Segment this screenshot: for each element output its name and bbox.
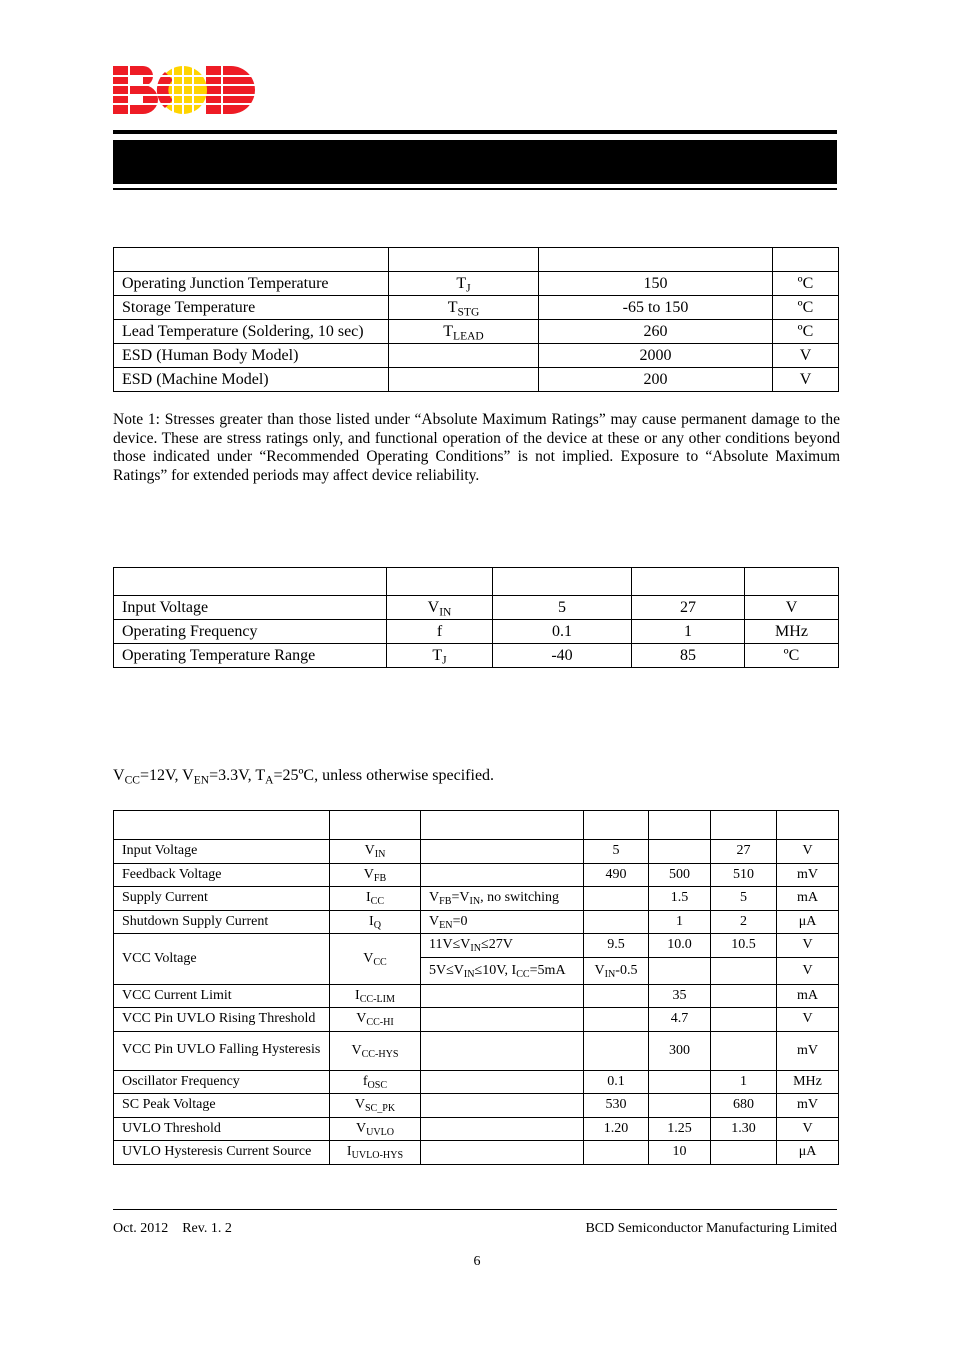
table-row: Shutdown Supply Current $I_Q$ $V_{EN}=0$ 1 2 μA (114, 910, 839, 934)
param-cell: Lead Temperature (Soldering, 10 sec) (114, 320, 389, 344)
table-row: Feedback Voltage $V_{FB}$ 490 500 510 mV (114, 863, 839, 887)
footer-date-rev (113, 1221, 232, 1237)
table-row: Supply Current $I_{CC}$ $V_{FB}=V_{IN}$, no switching 1.5 5 mA (114, 887, 839, 911)
value-cell: 150 (539, 272, 773, 296)
unit-cell: MHz (745, 620, 839, 644)
table-row: SC Peak Voltage $V_{SC\_PK}$ 530 680 mV (114, 1094, 839, 1118)
table-row: VCC Pin UVLO Falling Hysteresis $V_{CC-HYS}$ 300 mV (114, 1031, 839, 1070)
table-header-row (114, 811, 839, 840)
absolute-max-ratings-table (113, 247, 839, 392)
table-row: Input Voltage $V_{IN}$ 5 27 V (114, 840, 839, 864)
unit-cell: V (773, 368, 839, 392)
param-cell: Operating Frequency (114, 620, 387, 644)
value-cell: 2000 (539, 344, 773, 368)
table-row: VCC Voltage $V_{CC}$ $11V\le V_{IN}\le 27V$ 9.5 10.0 10.5 V (114, 934, 839, 958)
header-bottom-rule (113, 188, 837, 190)
value-cell: -65 to 150 (539, 296, 773, 320)
table-row: VCC Pin UVLO Rising Threshold $V_{CC-HI}$ 4.7 V (114, 1008, 839, 1032)
max-cell: 1 (632, 620, 745, 644)
footer-company: BCD Semiconductor Manufacturing Limited (585, 1221, 837, 1236)
max-cell: 85 (632, 644, 745, 668)
value-cell: 260 (539, 320, 773, 344)
min-cell: 0.1 (493, 620, 632, 644)
table-row (114, 272, 839, 296)
header-banner (113, 140, 837, 184)
table-row (114, 368, 839, 392)
table-row: $5V\le V_{IN}\le 10V$, $I_{CC}=5mA$ $V_{IN}-0.5$ V (114, 957, 839, 984)
footer-rev: Rev. 1. 2 (182, 1221, 232, 1236)
table-row (114, 296, 839, 320)
table-row (114, 320, 839, 344)
symbol-cell: $V_{IN}$ (387, 596, 493, 620)
unit-cell: ºC (773, 320, 839, 344)
table-row (114, 344, 839, 368)
footer-rule (113, 1209, 837, 1210)
bcd-logo (113, 66, 255, 114)
table-header-row (114, 248, 839, 272)
value-cell: 200 (539, 368, 773, 392)
table-row (114, 620, 839, 644)
unit-cell: V (773, 344, 839, 368)
unit-cell: ºC (745, 644, 839, 668)
footer-date: Oct. 2012 (113, 1221, 169, 1236)
symbol-cell: $T_{STG}$ (389, 296, 539, 320)
symbol-cell: $T_J$ (389, 272, 539, 296)
param-cell: ESD (Machine Model) (114, 368, 389, 392)
table-row: UVLO Hysteresis Current Source $I_{UVLO-HYS}$ 10 μA (114, 1141, 839, 1165)
unit-cell: V (745, 596, 839, 620)
symbol-cell (389, 344, 539, 368)
electrical-characteristics-table (113, 810, 839, 1165)
param-cell: Storage Temperature (114, 296, 389, 320)
header-top-rule (113, 130, 837, 134)
table-row (114, 596, 839, 620)
table-row: Oscillator Frequency $f_{OSC}$ 0.1 1 MHz (114, 1070, 839, 1094)
table-header-row (114, 568, 839, 596)
table-row: UVLO Threshold $V_{UVLO}$ 1.20 1.25 1.30 V (114, 1117, 839, 1141)
param-cell: ESD (Human Body Model) (114, 344, 389, 368)
min-cell: -40 (493, 644, 632, 668)
symbol-cell: f (387, 620, 493, 644)
symbol-cell: $T_{LEAD}$ (389, 320, 539, 344)
param-cell: Input Voltage (114, 596, 387, 620)
param-cell: Operating Junction Temperature (114, 272, 389, 296)
table-row (114, 644, 839, 668)
symbol-cell: $T_J$ (387, 644, 493, 668)
param-cell: Operating Temperature Range (114, 644, 387, 668)
max-cell: 27 (632, 596, 745, 620)
symbol-cell (389, 368, 539, 392)
page-number: 6 (473, 1254, 481, 1269)
unit-cell: ºC (773, 272, 839, 296)
table-row: VCC Current Limit $I_{CC-LIM}$ 35 mA (114, 984, 839, 1008)
test-conditions-line: $V_{CC}=12V$, $V_{EN}=3.3V$, $T_A=25ºC$, unless otherwise specified. (113, 767, 495, 787)
min-cell: 5 (493, 596, 632, 620)
recommended-operating-conditions-table (113, 567, 839, 668)
note-paragraph: Note 1: Stresses greater than those listed under “Absolute Maximum Ratings” may cause permanent damage to the device. These are stress ratings only, and functional operation of the device at these or any other conditions beyond those indicated under “Recommended Operating Conditions” is not implied. Exposure to “Absolute Maximum Ratings” for extended periods may affect device reliability. (113, 411, 840, 484)
unit-cell: ºC (773, 296, 839, 320)
